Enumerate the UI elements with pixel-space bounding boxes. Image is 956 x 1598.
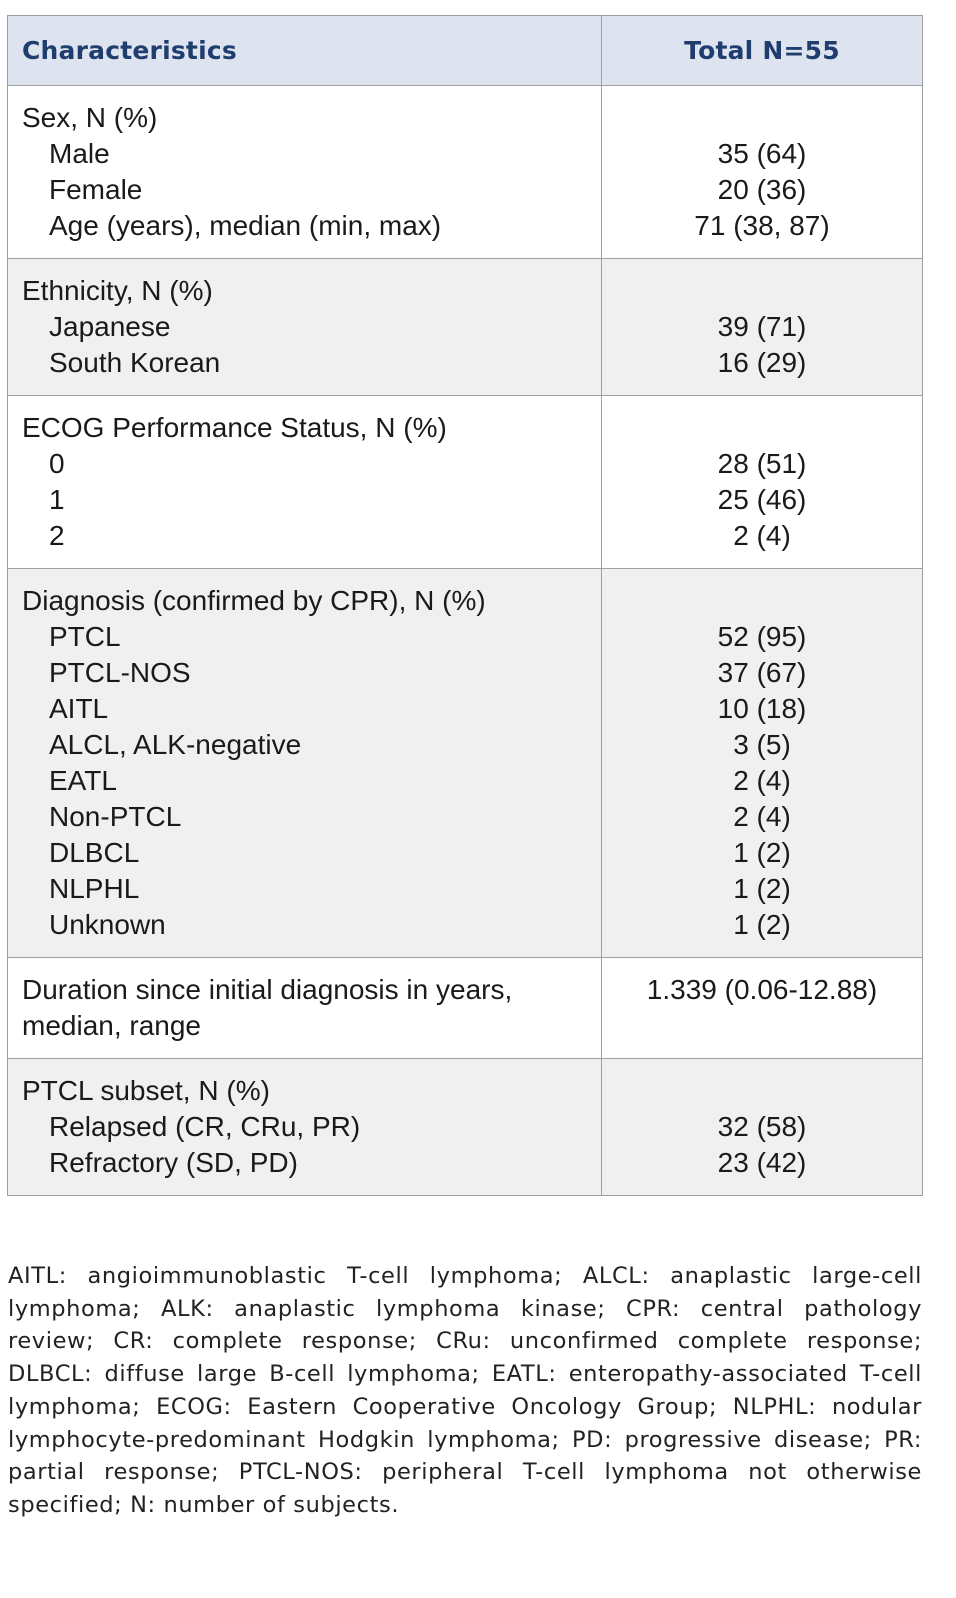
row-label: Refractory (SD, PD) — [49, 1147, 298, 1178]
row-label: 1 — [49, 484, 65, 515]
row-value: 23 (42) — [717, 1147, 807, 1178]
section-duration — [8, 957, 922, 1058]
section-label-cell — [8, 86, 602, 258]
section-label-cell — [8, 259, 602, 395]
row-label: Male — [49, 138, 110, 169]
table-header-row — [8, 16, 922, 85]
row-label: Age (years), median (min, max) — [49, 210, 442, 241]
row-label: 0 — [49, 448, 65, 479]
section-title-value — [602, 1073, 922, 1109]
section-ecog — [8, 395, 922, 568]
section-value-cell — [602, 86, 922, 258]
section-value-cell — [602, 958, 922, 1058]
section-diagnosis — [8, 568, 922, 957]
row-value: 71 (38, 87) — [694, 210, 830, 241]
row-value: 37 (67) — [717, 657, 807, 688]
row-value: 3 (5) — [733, 729, 791, 760]
row-label: Relapsed (CR, CRu, PR) — [49, 1111, 361, 1142]
row-value: 28 (51) — [717, 448, 807, 479]
section-title-value — [602, 583, 922, 619]
row-value: 16 (29) — [717, 347, 807, 378]
section-ptcl-subset — [8, 1058, 922, 1195]
section-sex — [8, 85, 922, 258]
section-ethnicity — [8, 258, 922, 395]
section-title: Duration since initial diagnosis in years, median, range — [22, 974, 513, 1041]
section-value-cell — [602, 396, 922, 568]
section-title: Diagnosis (confirmed by CPR), N (%) — [22, 585, 486, 616]
row-label: Female — [49, 174, 143, 205]
section-title-value — [602, 100, 922, 136]
section-title-value — [602, 410, 922, 446]
row-value: 25 (46) — [717, 484, 807, 515]
row-label: South Korean — [49, 347, 221, 378]
section-title: Sex, N (%) — [22, 102, 158, 133]
row-value: 1 (2) — [733, 873, 791, 904]
row-value: 35 (64) — [717, 138, 807, 169]
row-label: EATL — [49, 765, 117, 796]
section-title: ECOG Performance Status, N (%) — [22, 412, 447, 443]
section-value-cell — [602, 1059, 922, 1195]
section-label-cell — [8, 396, 602, 568]
row-value: 2 (4) — [733, 765, 791, 796]
section-label-cell — [8, 958, 602, 1058]
row-value: 39 (71) — [717, 311, 807, 342]
row-label: NLPHL — [49, 873, 140, 904]
characteristics-table — [7, 15, 923, 1196]
section-label-cell — [8, 1059, 602, 1195]
row-value: 52 (95) — [717, 621, 807, 652]
row-label: ALCL, ALK-negative — [49, 729, 302, 760]
row-label: PTCL — [49, 621, 121, 652]
header-cell-characteristics — [8, 16, 602, 85]
section-label-cell — [8, 569, 602, 957]
row-label: PTCL-NOS — [49, 657, 191, 688]
row-label: DLBCL — [49, 837, 140, 868]
header-cell-total — [602, 16, 922, 85]
row-label: Japanese — [49, 311, 171, 342]
section-title: PTCL subset, N (%) — [22, 1075, 270, 1106]
row-label: Unknown — [49, 909, 166, 940]
row-value: 2 (4) — [733, 520, 791, 551]
section-value-cell — [602, 569, 922, 957]
section-title-value: 1.339 (0.06-12.88) — [646, 974, 878, 1005]
section-value-cell — [602, 259, 922, 395]
section-title-value — [602, 273, 922, 309]
header-total: Total N=55 — [684, 36, 840, 65]
row-value: 2 (4) — [733, 801, 791, 832]
row-value: 20 (36) — [717, 174, 807, 205]
header-characteristics: Characteristics — [22, 36, 237, 65]
table-footnote: AITL: angioimmunoblastic T-cell lymphoma; ALCL: anaplastic large-cell lymphoma; ALK: anaplastic lymphoma kinase; CPR: central pathology review; CR: complete response; CRu: unconfirmed complete response; DLBCL: diffuse large B-cell lymphoma; EATL: enteropathy-associated T-cell lymphoma; ECOG: Eastern Cooperative Oncology Group; NLPHL: nodular lymphocyte-predominant Hodgkin lymphoma; PD: progressive disease; PR: partial response; PTCL-NOS: peripheral T-cell lymphoma not otherwise specified; N: number of subjects. — [8, 1263, 922, 1518]
row-value: 32 (58) — [717, 1111, 807, 1142]
section-title: Ethnicity, N (%) — [22, 275, 213, 306]
row-value: 1 (2) — [733, 909, 791, 940]
row-value: 1 (2) — [733, 837, 791, 868]
row-value: 10 (18) — [717, 693, 807, 724]
row-label: AITL — [49, 693, 109, 724]
row-label: Non-PTCL — [49, 801, 182, 832]
row-label: 2 — [49, 520, 65, 551]
